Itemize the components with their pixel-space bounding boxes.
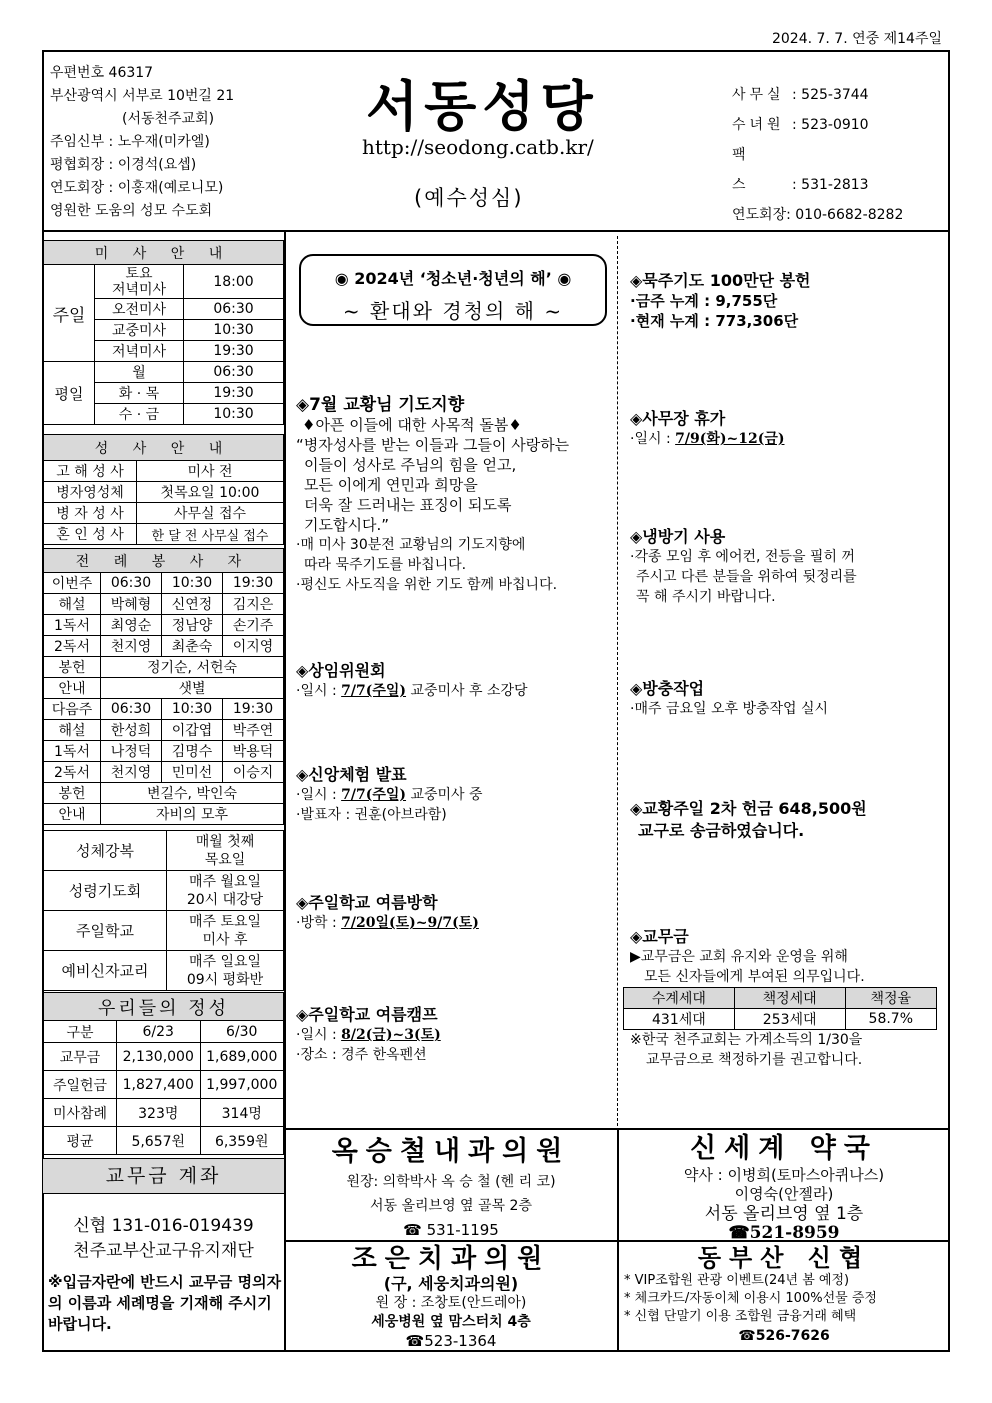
offering-cell: 2,130,000: [117, 1043, 201, 1071]
faith-item: [296, 762, 483, 825]
sacrament-name: 병 자 성 사: [44, 503, 137, 524]
weekday-label: 평일: [44, 362, 95, 425]
vacation-date: 7/20일(토)~9/7(토): [341, 915, 479, 931]
pest-head: ◈방충작업: [630, 679, 705, 698]
pest-item: [630, 676, 828, 719]
schedule-value: 매주 월요일 20시 대강당: [167, 871, 284, 911]
pharmacy-line1: 약사 : 이병희(토마스아퀴나스): [683, 1166, 885, 1184]
camp-place: ·장소 : 경주 한옥펜션: [296, 1047, 427, 1063]
mass-table: [43, 240, 284, 425]
schedule-value: 매주 일요일 09시 평화반: [167, 951, 284, 991]
offering-cell: 평균: [44, 1127, 117, 1155]
schedule-value: 매월 첫째 목요일: [167, 831, 284, 871]
camp-pre: ·일시 :: [296, 1027, 342, 1043]
mass-time: 19:30: [184, 341, 284, 362]
clinic-title: 옥승철내과의원: [331, 1136, 571, 1167]
dental-title: 조은치과의원: [351, 1244, 551, 1274]
tithe-note2: 교무금으로 책정하기를 권고합니다.: [646, 1052, 863, 1068]
server-name: 박주연: [223, 720, 284, 741]
credit-title: 동부산 신협: [697, 1244, 871, 1272]
servers-title: 전 례 봉 사 자: [44, 549, 284, 573]
pharmacy-title: 신세계 약국: [690, 1133, 878, 1164]
office-date: 7/9(화)~12(금): [675, 431, 785, 447]
offering-header: 6/30: [200, 1021, 284, 1043]
server-name: 정기순, 서헌숙: [101, 657, 284, 678]
mass-name: 화 · 목: [95, 383, 184, 404]
schedule-name: 성체강복: [44, 831, 167, 871]
server-name: 천지영: [101, 762, 162, 783]
tithe-value: 431세대: [624, 1009, 735, 1030]
server-name: 이승지: [223, 762, 284, 783]
server-name: 최춘숙: [162, 636, 223, 657]
faith-presenter: ·발표자 : 권훈(아브라함): [296, 807, 447, 823]
address: 부산광역시 서부로 10번길 21: [50, 88, 235, 104]
mass-time: 06:30: [184, 299, 284, 320]
schedule-name: 성령기도회: [44, 871, 167, 911]
time-cell: 19:30: [223, 699, 284, 720]
offering-cell: 교무금: [44, 1043, 117, 1071]
camp-item: [296, 1002, 441, 1065]
server-name: 손기주: [223, 615, 284, 636]
server-name: 변길수, 박인숙: [101, 783, 284, 804]
dental-line2: 원 장 : 조창토(안드레아): [375, 1295, 527, 1311]
role-cell: 1독서: [44, 741, 101, 762]
offering-cell: 5,657원: [117, 1127, 201, 1155]
role-cell: 1독서: [44, 615, 101, 636]
pope-quote-3: 모든 이에게 연민과 희망을: [304, 476, 478, 494]
aircon-line2: 주시고 다른 분들을 위하여 뒷정리를: [636, 569, 857, 585]
tithe-note1: ※한국 천주교회는 가계소득의 1/30을: [630, 1032, 863, 1048]
header-divider: [42, 230, 950, 232]
pharmacy-phone: ☎521-8959: [728, 1223, 840, 1243]
faith-pre: ·일시 :: [296, 787, 342, 803]
mass-time: 10:30: [184, 404, 284, 425]
religious-order: 영원한 도움의 성모 수도회: [50, 203, 213, 219]
role-cell: 2독서: [44, 636, 101, 657]
schedule-table: [43, 830, 284, 991]
server-name: 천지영: [101, 636, 162, 657]
pope-sub: ♦아픈 이들에 대한 사목적 돌봄♦: [302, 416, 522, 434]
rosary-line2: ·현재 누계 : 773,306단: [630, 312, 799, 330]
offering-cell: 주일헌금: [44, 1071, 117, 1099]
tithe-value: 58.7%: [845, 1009, 936, 1030]
role-cell: 안내: [44, 804, 101, 825]
committee-head: ◈상임위원회: [296, 661, 386, 680]
sacrament-value: 사무실 접수: [137, 503, 284, 524]
contact-office: 사무실 : 525-3744: [732, 87, 869, 103]
account-holder: 천주교부산교구유지재단: [73, 1241, 254, 1261]
role-cell: 봉헌: [44, 783, 101, 804]
council-president: 평협회장 : 이경석(요셉): [50, 157, 197, 173]
tithe-head: ◈교무금: [630, 927, 689, 946]
role-cell: 안내: [44, 678, 101, 699]
rosary-item: [630, 268, 811, 331]
mass-name: 저녁미사: [95, 341, 184, 362]
office-head: ◈사무장 휴가: [630, 409, 726, 428]
header-address-block: [50, 62, 234, 223]
tithe-value: 253세대: [734, 1009, 845, 1030]
page-title: 서동성당: [366, 74, 599, 138]
aircon-line1: ·각종 모임 후 에어컨, 전등을 필히 꺼: [630, 549, 855, 565]
pharmacy-line3: 서동 올리브영 옆 1층: [704, 1204, 864, 1224]
server-name: 신연정: [162, 594, 223, 615]
server-name: 이갑엽: [162, 720, 223, 741]
week-label: 다음주: [44, 699, 101, 720]
tithe-header: 책정세대: [734, 988, 845, 1009]
sunday-label: 주일: [44, 265, 95, 362]
pharmacy-line2: 이영숙(안젤라): [734, 1185, 834, 1203]
papal-line1: ◈교황주일 2차 헌금 648,500원: [630, 799, 867, 818]
schedule-value: 매주 토요일 미사 후: [167, 911, 284, 951]
tithe-item: [630, 924, 940, 987]
offering-cell: 1,827,400: [117, 1071, 201, 1099]
aircon-item: [630, 524, 857, 607]
server-name: 박용덕: [223, 741, 284, 762]
mass-name: 수 · 금: [95, 404, 184, 425]
credit-line2: * 체크카드/자동이체 이용시 100%선물 증정: [624, 1291, 877, 1306]
dental-line1: (구, 세웅치과의원): [383, 1274, 519, 1293]
pope-head: ◈7월 교황님 기도지향: [296, 395, 465, 415]
sacrament-table: [43, 434, 284, 545]
pope-intention: [296, 390, 614, 595]
role-cell: 봉헌: [44, 657, 101, 678]
server-name: 한성희: [101, 720, 162, 741]
server-name: 이지영: [223, 636, 284, 657]
tithe-desc2: 모든 신자들에게 부여된 의무입니다.: [644, 969, 865, 985]
sacrament-value: 한 달 전 사무실 접수: [137, 524, 284, 545]
schedule-name: 주일학교: [44, 911, 167, 951]
account-title: 교무금 계좌: [43, 1158, 284, 1194]
church-name: (서동천주교회): [122, 111, 215, 127]
aircon-line3: 꼭 해 주시기 바랍니다.: [636, 589, 776, 605]
pope-note-2: 따라 묵주기도를 바칩니다.: [304, 557, 467, 573]
server-name: 박혜형: [101, 594, 162, 615]
sacrament-name: 병자영성체: [44, 482, 137, 503]
committee-pre: ·일시 :: [296, 683, 342, 699]
role-cell: 2독서: [44, 762, 101, 783]
pope-quote-5: 기도합시다.”: [304, 516, 389, 534]
servers-table: [43, 548, 284, 825]
vacation-head: ◈주일학교 여름방학: [296, 893, 438, 912]
pope-quote-1: “병자성사를 받는 이들과 그들이 사랑하는: [296, 436, 570, 454]
offering-table: [43, 992, 284, 1155]
pest-line: ·매주 금요일 오후 방충작업 실시: [630, 701, 829, 717]
mass-name: 교중미사: [95, 320, 184, 341]
credit-line1: * VIP조합원 관광 이벤트(24년 봄 예정): [624, 1273, 850, 1288]
time-cell: 19:30: [223, 573, 284, 594]
mass-time: 19:30: [184, 383, 284, 404]
committee-post: 교중미사 후 소강당: [406, 683, 528, 699]
mass-name: 토요 저녁미사: [95, 265, 184, 299]
server-name: 김명수: [162, 741, 223, 762]
server-name: 나정덕: [101, 741, 162, 762]
offering-cell: 미사참례: [44, 1099, 117, 1127]
mass-title: 미 사 안 내: [44, 241, 284, 265]
server-name: 정남양: [162, 615, 223, 636]
banner-line1: ◉ 2024년 ‘청소년·청년의 해’ ◉: [334, 269, 572, 288]
banner-line2: ~ 환대와 경청의 해 ~: [342, 299, 564, 323]
column-divider-right: [617, 236, 618, 1126]
ad-dental: [286, 1244, 616, 1350]
faith-head: ◈신앙체험 발표: [296, 765, 407, 784]
sacrament-value: 미사 전: [137, 461, 284, 482]
issue-date: 2024. 7. 7. 연중 제14주일: [771, 31, 942, 47]
tithe-note: [630, 1030, 862, 1070]
offering-header: 구분: [44, 1021, 117, 1043]
ad-clinic: [286, 1134, 616, 1242]
offering-header: 6/23: [117, 1021, 201, 1043]
vacation-item: [296, 890, 479, 933]
prayer-president: 연도회장 : 이홍재(예로니모): [50, 180, 224, 196]
ad-credit: [620, 1244, 948, 1346]
faith-date: 7/7(주일): [341, 787, 407, 803]
dental-line3: 세웅병원 옆 맘스터치 4층: [371, 1314, 531, 1330]
role-cell: 해설: [44, 594, 101, 615]
papal-line2: 교구로 송금하였습니다.: [638, 821, 805, 840]
server-name: 김지은: [223, 594, 284, 615]
tithe-table: [623, 987, 937, 1030]
account-block: [43, 1214, 284, 1264]
mass-time: 06:30: [184, 362, 284, 383]
sacrament-name: 고 해 성 사: [44, 461, 137, 482]
motto: (예수성심): [414, 186, 524, 210]
faith-post: 교중미사 중: [406, 787, 483, 803]
contact-convent: 수녀원 : 523-0910: [732, 117, 869, 133]
dental-phone: ☎523-1364: [405, 1332, 497, 1350]
ad-pharmacy: [620, 1132, 948, 1242]
offering-cell: 1,997,000: [200, 1071, 284, 1099]
server-name: 최영순: [101, 615, 162, 636]
office-pre: ·일시 :: [630, 431, 676, 447]
rosary-head: ◈묵주기도 100만단 봉헌: [630, 271, 811, 290]
pope-quote-4: 더욱 잘 드러내는 표징이 되도록: [304, 496, 512, 514]
schedule-name: 예비신자교리: [44, 951, 167, 991]
office-item: [630, 406, 784, 449]
tithe-header: 책정율: [845, 988, 936, 1009]
time-cell: 10:30: [162, 699, 223, 720]
pope-note-1: ·매 미사 30분전 교황님의 기도지향에: [296, 537, 526, 553]
papal-offering: [630, 798, 867, 842]
clinic-line1: 원장: 의학박사 옥 승 철 (헨 리 코): [346, 1174, 556, 1190]
postal-code: 우편번호 46317: [50, 65, 154, 81]
contact-fax: 팩 스 : 531-2813: [732, 147, 869, 193]
server-name: 샛별: [101, 678, 284, 699]
server-name: 민미선: [162, 762, 223, 783]
year-banner: [299, 254, 607, 326]
contact-list: [732, 80, 903, 230]
tithe-desc1: ▶교무금은 교회 유지와 운영을 위해: [630, 949, 848, 965]
week-label: 이번주: [44, 573, 101, 594]
time-cell: 06:30: [101, 573, 162, 594]
pope-quote-2: 이들이 성사로 주님의 힘을 얻고,: [304, 456, 517, 474]
pope-note-3: ·평신도 사도직을 위한 기도 함께 바칩니다.: [296, 577, 558, 593]
aircon-head: ◈냉방기 사용: [630, 527, 726, 546]
mass-name: 오전미사: [95, 299, 184, 320]
sacrament-title: 성 사 안 내: [44, 435, 284, 461]
offering-cell: 6,359원: [200, 1127, 284, 1155]
committee-item: [296, 658, 528, 701]
sacrament-name: 혼 인 성 사: [44, 524, 137, 545]
offering-cell: 1,689,000: [200, 1043, 284, 1071]
server-name: 자비의 모후: [101, 804, 284, 825]
camp-date: 8/2(금)~3(토): [341, 1027, 441, 1043]
camp-head: ◈주일학교 여름캠프: [296, 1005, 438, 1024]
rosary-line1: ·금주 누계 : 9,755단: [630, 292, 778, 310]
ads-top-border: [284, 1128, 950, 1130]
pastor: 주임신부 : 노우재(미카엘): [50, 134, 210, 150]
account-number: 신협 131-016-019439: [73, 1216, 254, 1236]
committee-date: 7/7(주일): [341, 683, 407, 699]
website-link[interactable]: http://seodong.catb.kr/: [362, 135, 594, 159]
clinic-line2: 서동 올리브영 옆 골목 2층: [370, 1198, 532, 1214]
offering-cell: 323명: [117, 1099, 201, 1127]
account-note: ※입금자란에 반드시 교무금 명의자의 이름과 세례명을 기재해 주시기 바랍니다.: [48, 1273, 282, 1333]
tithe-header: 수계세대: [624, 988, 735, 1009]
offering-title: 우리들의 정성: [44, 993, 284, 1021]
sacrament-value: 첫목요일 10:00: [137, 482, 284, 503]
clinic-phone: ☎ 531-1195: [403, 1221, 499, 1239]
mass-time: 18:00: [184, 265, 284, 299]
credit-line3: * 신협 단말기 이용 조합원 금융거래 혜택: [624, 1309, 857, 1324]
offering-cell: 314명: [200, 1099, 284, 1127]
mass-name: 월: [95, 362, 184, 383]
role-cell: 해설: [44, 720, 101, 741]
mass-time: 10:30: [184, 320, 284, 341]
vacation-pre: ·방학 :: [296, 915, 342, 931]
contact-prayer: 연도회장: 010-6682-8282: [732, 207, 904, 223]
time-cell: 10:30: [162, 573, 223, 594]
time-cell: 06:30: [101, 699, 162, 720]
credit-phone: ☎526-7626: [738, 1328, 830, 1344]
